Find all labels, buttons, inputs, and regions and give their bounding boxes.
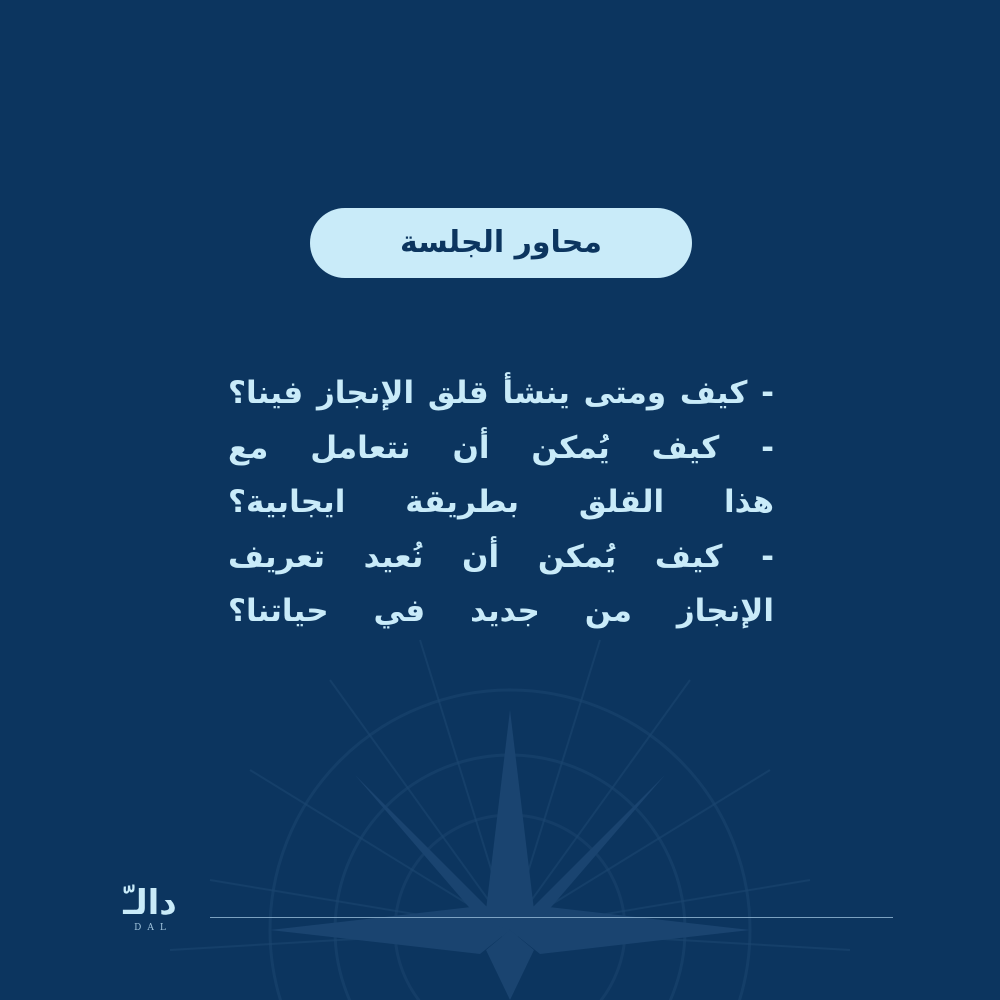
question-line: - كيف ومتى ينشأ قلق الإنجاز فينا؟: [228, 375, 774, 411]
brand-logo: [108, 884, 192, 944]
question-line: - كيف يُمكن أن نتعامل مع: [228, 429, 774, 466]
compass-rose-icon: [150, 620, 870, 1000]
question-line: هذا القلق بطريقة ايجابية؟: [228, 484, 774, 520]
question-line: الإنجاز من جديد في حياتنا؟: [228, 593, 774, 629]
logo-arabic: دالـّ: [123, 883, 177, 923]
questions-list: [228, 366, 774, 639]
title-pill: [310, 208, 692, 278]
footer-divider: [210, 917, 893, 918]
logo-latin: DAL: [134, 923, 172, 933]
question-line: - كيف يُمكن أن نُعيد تعريف: [228, 538, 774, 575]
page-title: محاور الجلسة: [400, 225, 602, 260]
